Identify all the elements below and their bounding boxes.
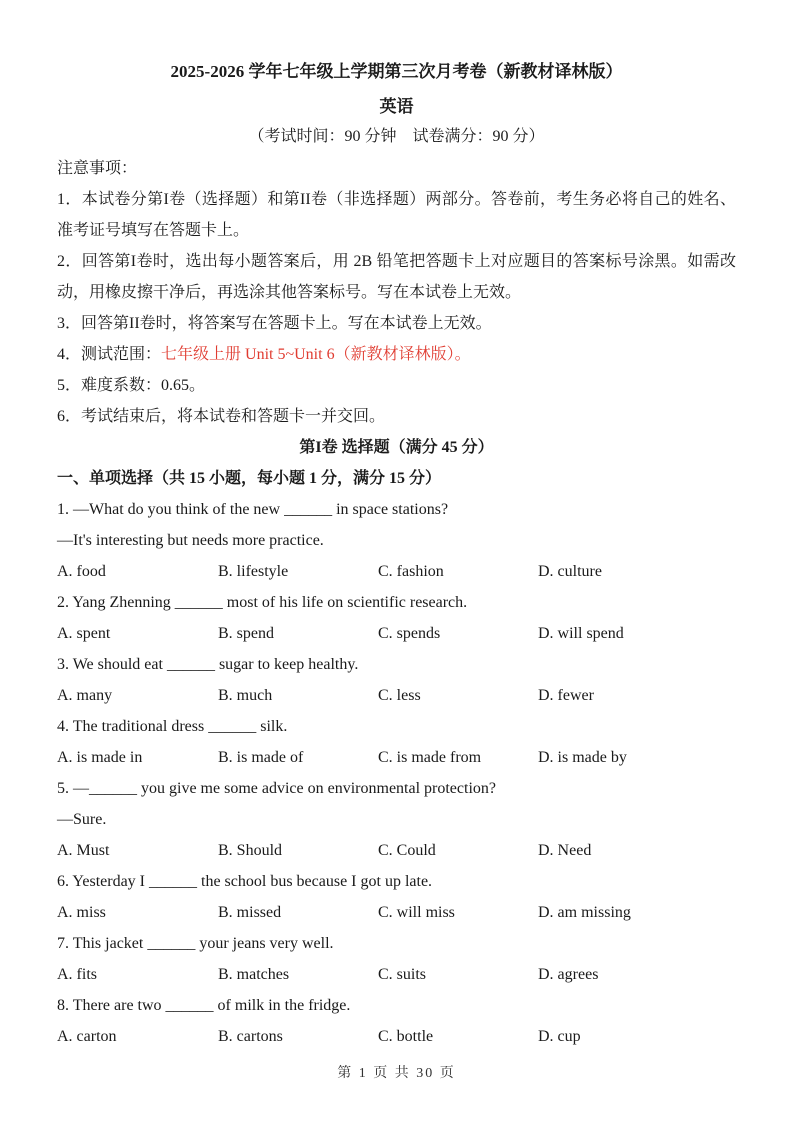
option-c: C. less — [378, 687, 421, 704]
notice-item-3: 3．回答第II卷时，将答案写在答题卡上。写在本试卷上无效。 — [57, 315, 492, 332]
option-b: B. spend — [218, 625, 274, 642]
question-5-line-2: —Sure. — [57, 811, 107, 828]
question-1 — [57, 494, 736, 587]
option-a: A. spent — [57, 625, 111, 642]
option-b: B. is made of — [218, 749, 304, 766]
option-b: B. missed — [218, 904, 282, 921]
notice-item-5: 5．难度系数：0.65。 — [57, 377, 206, 394]
question-3-line-1: 3. We should eat ______ sugar to keep healthy. — [57, 656, 359, 673]
option-d: D. is made by — [538, 749, 627, 766]
option-a: A. carton — [57, 1028, 117, 1045]
option-c: C. bottle — [378, 1028, 434, 1045]
section-1-heading: 第I卷 选择题（满分 45 分） — [299, 439, 494, 456]
question-4 — [57, 711, 736, 773]
question-8 — [57, 990, 736, 1052]
option-a: A. fits — [57, 966, 97, 983]
option-d: D. Need — [538, 842, 592, 859]
question-8-options — [57, 1021, 736, 1052]
option-b: B. Should — [218, 842, 283, 859]
option-d: D. am missing — [538, 904, 631, 921]
notice-item-6: 6．考试结束后，将本试卷和答题卡一并交回。 — [57, 408, 386, 425]
option-b: B. cartons — [218, 1028, 283, 1045]
option-a: A. Must — [57, 842, 110, 859]
question-1-line-2: —It's interesting but needs more practice. — [57, 532, 324, 549]
notice-heading: 注意事项： — [57, 160, 138, 177]
option-d: D. cup — [538, 1028, 581, 1045]
question-5-line-1: 5. —______ you give me some advice on environmental protection? — [57, 780, 496, 797]
option-d: D. will spend — [538, 625, 624, 642]
exam-info: （考试时间：90 分钟 试卷满分：90 分） — [248, 128, 545, 145]
option-a: A. many — [57, 687, 113, 704]
question-5-options — [57, 835, 736, 866]
question-1-line-1: 1. —What do you think of the new ______ in space stations? — [57, 501, 449, 518]
option-d: D. fewer — [538, 687, 594, 704]
option-c: C. Could — [378, 842, 436, 859]
question-6 — [57, 866, 736, 928]
option-c: C. is made from — [378, 749, 482, 766]
option-b: B. much — [218, 687, 273, 704]
question-1-options — [57, 556, 736, 587]
question-7-options — [57, 959, 736, 990]
option-c: C. fashion — [378, 563, 444, 580]
question-2-options — [57, 618, 736, 649]
question-6-options — [57, 897, 736, 928]
part-1-heading: 一、单项选择（共 15 小题，每小题 1 分，满分 15 分） — [57, 470, 442, 487]
option-a: A. is made in — [57, 749, 143, 766]
option-c: C. spends — [378, 625, 441, 642]
notice-item-4 — [57, 339, 736, 370]
option-c: C. suits — [378, 966, 427, 983]
exam-title: 2025-2026 学年七年级上学期第三次月考卷（新教材译林版） — [170, 62, 623, 81]
notice-item-1: 1．本试卷分第I卷（选择题）和第II卷（非选择题）两部分。答卷前，考生务必将自己的姓名、准考证号填写在答题卡上。 — [57, 191, 736, 239]
page-number-footer: 第 1 页 共 30 页 — [337, 1066, 456, 1081]
question-3-options — [57, 680, 736, 711]
notice-item-4-scope-highlight: 七年级上册 Unit 5~Unit 6（新教材译林版）。 — [161, 346, 471, 363]
question-3 — [57, 649, 736, 711]
question-2-line-1: 2. Yang Zhenning ______ most of his life on scientific research. — [57, 594, 468, 611]
option-c: C. will miss — [378, 904, 455, 921]
option-a: A. food — [57, 563, 106, 580]
notice-item-2: 2．回答第I卷时，选出每小题答案后，用 2B 铅笔把答题卡上对应题目的答案标号涂黑。如需改动，用橡皮擦干净后，再选涂其他答案标号。写在本试卷上无效。 — [57, 253, 736, 301]
subject-title: 英语 — [379, 97, 414, 116]
question-6-line-1: 6. Yesterday I ______ the school bus because I got up late. — [57, 873, 433, 890]
option-a: A. miss — [57, 904, 106, 921]
option-d: D. agrees — [538, 966, 599, 983]
question-4-options — [57, 742, 736, 773]
question-7 — [57, 928, 736, 990]
option-b: B. matches — [218, 966, 290, 983]
notice-item-4-prefix: 4．测试范围： — [57, 346, 162, 363]
notice-section — [57, 153, 736, 432]
question-5 — [57, 773, 736, 866]
question-2 — [57, 587, 736, 649]
question-8-line-1: 8. There are two ______ of milk in the fridge. — [57, 997, 351, 1014]
question-4-line-1: 4. The traditional dress ______ silk. — [57, 718, 288, 735]
question-7-line-1: 7. This jacket ______ your jeans very well. — [57, 935, 334, 952]
option-b: B. lifestyle — [218, 563, 289, 580]
option-d: D. culture — [538, 563, 602, 580]
